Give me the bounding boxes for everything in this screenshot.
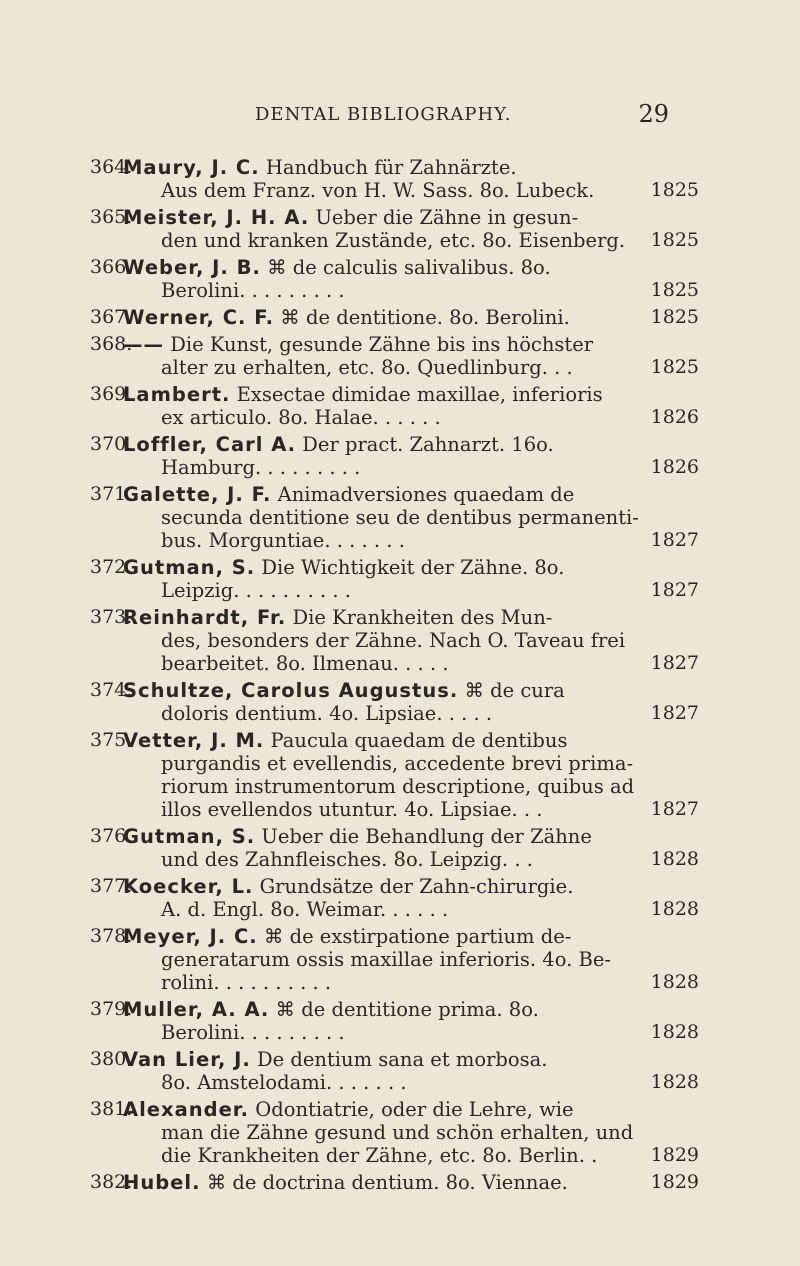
author-name: Maury, J. C. [123,156,260,179]
entry-text [123,433,623,479]
entry-text [123,383,623,429]
title-text: die Krankheiten der Zähne, etc. 8o. Berlin. . [161,1144,598,1167]
entry-line [123,206,623,229]
bibliography-entry [0,1098,800,1167]
title-text: man die Zähne gesund und schön erhalten, und [161,1121,634,1144]
author-name: Werner, C. F. [123,306,275,329]
entry-year-cell [629,556,699,602]
entry-line [123,775,635,798]
entry-text [123,156,623,202]
title-text: Animadversiones quaedam de [277,483,575,506]
title-text: Die Wichtigkeit der Zähne. 8o. [261,556,565,579]
title-text: ⌘ de calculis salivalibus. 8o. [267,256,551,279]
entry-year-cell [629,1098,699,1167]
entry-text [123,556,623,602]
title-text: Ueber die Behandlung der Zähne [261,825,592,848]
entry-text [123,998,623,1044]
entry-line [123,433,623,456]
entry-number: 380. [90,1048,133,1070]
bibliography-entry [0,206,800,252]
title-text: De dentium sana et morbosa. [257,1048,548,1071]
entry-year: 1828 [650,1071,699,1093]
title-text: Odontiatrie, oder die Lehre, wie [255,1098,574,1121]
entry-year: 1827 [650,798,699,820]
entry-line [123,1171,623,1194]
entry-text [123,306,623,329]
title-text: alter zu erhalten, etc. 8o. Quedlinburg. . . [161,356,573,379]
entry-year-cell [629,433,699,479]
entry-line [123,1121,634,1144]
author-name: Hubel. [123,1171,201,1194]
bibliography-entry [0,156,800,202]
entry-text [123,1171,623,1194]
entry-year-cell [629,925,699,994]
bibliography-list [0,156,800,1198]
entry-year: 1829 [650,1171,699,1193]
title-text: Die Kunst, gesunde Zähne bis ins höchster [170,333,594,356]
author-name: Van Lier, J. [123,1048,251,1071]
entry-line [123,1144,623,1167]
entry-year-cell [629,383,699,429]
entry-year: 1827 [650,702,699,724]
entry-line [123,256,623,279]
entry-year: 1828 [650,971,699,993]
entry-year: 1825 [650,179,699,201]
entry-line [123,156,623,179]
entry-year: 1828 [650,898,699,920]
entry-line [123,1048,623,1071]
entry-number: 376. [90,825,133,847]
author-name: Lambert. [123,383,231,406]
entry-text [123,483,639,552]
title-text: doloris dentium. 4o. Lipsiae. . . . . [161,702,493,725]
entry-number: 381. [90,1098,133,1120]
entry-text [123,1098,634,1167]
entry-number: 378. [90,925,133,947]
entry-line [123,1071,623,1094]
author-name: Vetter, J. M. [123,729,265,752]
entry-number: 368. [90,333,133,355]
entry-number: 365. [90,206,133,228]
entry-line [123,652,623,675]
entry-year: 1828 [650,1021,699,1043]
title-text: ⌘ de dentitione prima. 8o. [275,998,539,1021]
entry-year: 1828 [650,848,699,870]
entry-year-cell [629,156,699,202]
entry-number: 367. [90,306,133,328]
entry-year: 1827 [650,652,699,674]
author-name: Muller, A. A. [123,998,270,1021]
entry-year: 1826 [650,456,699,478]
entry-year: 1829 [650,1144,699,1166]
entry-line [123,875,623,898]
entry-text [123,256,623,302]
entry-year-cell [629,483,699,552]
title-text: illos evellendos utuntur. 4o. Lipsiae. . . [161,798,543,821]
entry-year-cell [629,606,699,675]
author-name: Alexander. [123,1098,250,1121]
entry-line [123,333,623,356]
title-text: generatarum ossis maxillae inferioris. 4o. Be- [161,948,611,971]
title-text: Der pract. Zahnarzt. 16o. [302,433,554,456]
entry-line [123,456,623,479]
entry-text [123,679,623,725]
author-name: Schultze, Carolus Augustus. [123,679,459,702]
entry-line [123,1021,623,1044]
title-text: purgandis et evellendis, accedente brevi prima- [161,752,634,775]
title-text: bus. Morguntiae. . . . . . . [161,529,405,552]
bibliography-entry [0,433,800,479]
entry-text [123,206,626,252]
title-text: bearbeitet. 8o. Ilmenau. . . . . [161,652,449,675]
title-text: ⌘ de exstirpatione partium de- [263,925,572,948]
title-text: Exsectae dimidae maxillae, inferioris [236,383,603,406]
author-name: Meister, J. H. A. [123,206,310,229]
title-text: 8o. Amstelodami. . . . . . . [161,1071,407,1094]
entry-number: 369. [90,383,133,405]
author-name: Koecker, L. [123,875,254,898]
title-text: Die Krankheiten des Mun- [292,606,553,629]
author-name: Meyer, J. C. [123,925,258,948]
title-text: riorum instrumentorum descriptione, quibus ad [161,775,635,798]
page-number: 29 [638,100,669,128]
entry-year-cell [629,875,699,921]
entry-year: 1825 [650,356,699,378]
entry-line [123,825,623,848]
entry-line [123,279,623,302]
author-name: Reinhardt, Fr. [123,606,287,629]
entry-line [123,483,623,506]
bibliography-entry [0,556,800,602]
entry-year: 1827 [650,579,699,601]
entry-line [123,729,623,752]
entry-number: 375. [90,729,133,751]
bibliography-entry [0,998,800,1044]
bibliography-entry [0,925,800,994]
bibliography-entry [0,256,800,302]
bibliography-entry [0,679,800,725]
author-name: Gutman, S. [123,556,256,579]
title-text: A. d. Engl. 8o. Weimar. . . . . . [161,898,449,921]
entry-number: 371. [90,483,133,505]
entry-year-cell [629,206,699,252]
entry-text [123,875,623,921]
entry-line [123,998,623,1021]
entry-number: 374. [90,679,133,701]
entry-year-cell [629,306,699,329]
entry-line [123,629,626,652]
entry-line [123,898,623,921]
entry-year: 1826 [650,406,699,428]
entry-line [123,1098,623,1121]
entry-text [123,825,623,871]
title-text: secunda dentitione seu de dentibus permanenti- [161,506,639,529]
entry-line [123,229,626,252]
entry-year-cell [629,998,699,1044]
entry-number: 373. [90,606,133,628]
title-text: Ueber die Zähne in gesun- [315,206,579,229]
entry-line [123,383,623,406]
title-text: Paucula quaedam de dentibus [270,729,568,752]
entry-number: 366. [90,256,133,278]
entry-line [123,606,623,629]
title-text: Handbuch für Zahnärzte. [265,156,517,179]
title-text: Berolini. . . . . . . . . [161,279,345,302]
entry-line [123,971,623,994]
title-text: Leipzig. . . . . . . . . . [161,579,351,602]
entry-year-cell [629,679,699,725]
title-text: ex articulo. 8o. Halae. . . . . . [161,406,441,429]
entry-year-cell [629,825,699,871]
entry-number: 377. [90,875,133,897]
running-title: DENTAL BIBLIOGRAPHY. [255,104,512,125]
title-text: rolini. . . . . . . . . . [161,971,332,994]
title-text: Berolini. . . . . . . . . [161,1021,345,1044]
entry-line [123,702,623,725]
bibliography-entry [0,1171,800,1194]
bibliography-entry [0,825,800,871]
entry-line [123,356,623,379]
entry-year-cell [629,256,699,302]
entry-line [123,306,623,329]
entry-line [123,556,623,579]
page-header [0,100,800,134]
entry-year: 1825 [650,279,699,301]
entry-year: 1825 [650,306,699,328]
bibliography-entry [0,383,800,429]
entry-number: 379. [90,998,133,1020]
title-text: Grundsätze der Zahn-chirurgie. [259,875,574,898]
entry-text [123,333,623,379]
entry-year-cell [629,333,699,379]
entry-line [123,179,623,202]
title-text: ⌘ de doctrina dentium. 8o. Viennae. [206,1171,568,1194]
entry-text [123,1048,623,1094]
entry-line [123,752,634,775]
entry-year-cell [629,729,699,821]
author-name: Gutman, S. [123,825,256,848]
entry-line [123,579,623,602]
entry-year-cell [629,1171,699,1194]
entry-number: 364. [90,156,133,178]
title-text: und des Zahnfleisches. 8o. Leipzig. . . [161,848,533,871]
entry-text [123,925,623,994]
bibliography-entry [0,1048,800,1094]
entry-line [123,406,623,429]
entry-line [123,506,639,529]
entry-line [123,925,623,948]
bibliography-entry [0,729,800,821]
entry-year: 1827 [650,529,699,551]
title-text: ⌘ de cura [464,679,565,702]
title-text: des, besonders der Zähne. Nach O. Taveau frei [161,629,626,652]
bibliography-entry [0,483,800,552]
bibliography-entry [0,333,800,379]
entry-text [123,729,635,821]
bibliography-entry [0,306,800,329]
entry-line [123,948,623,971]
author-name: Loffler, Carl A. [123,433,297,456]
bibliography-entry [0,606,800,675]
entry-number: 382. [90,1171,133,1193]
bibliography-entry [0,875,800,921]
author-name: Weber, J. B. [123,256,261,279]
entry-line [123,529,623,552]
entry-line [123,848,623,871]
entry-year-cell [629,1048,699,1094]
title-text: den und kranken Zustände, etc. 8o. Eisenberg. [161,229,626,252]
entry-year: 1825 [650,229,699,251]
entry-text [123,606,626,675]
author-name: Galette, J. F. [123,483,272,506]
entry-line [123,679,623,702]
title-text: Hamburg. . . . . . . . . [161,456,361,479]
author-name: —— [123,333,164,356]
title-text: Aus dem Franz. von H. W. Sass. 8o. Lubeck. [161,179,595,202]
entry-number: 372. [90,556,133,578]
title-text: ⌘ de dentitione. 8o. Berolini. [280,306,570,329]
entry-number: 370. [90,433,133,455]
entry-line [123,798,623,821]
